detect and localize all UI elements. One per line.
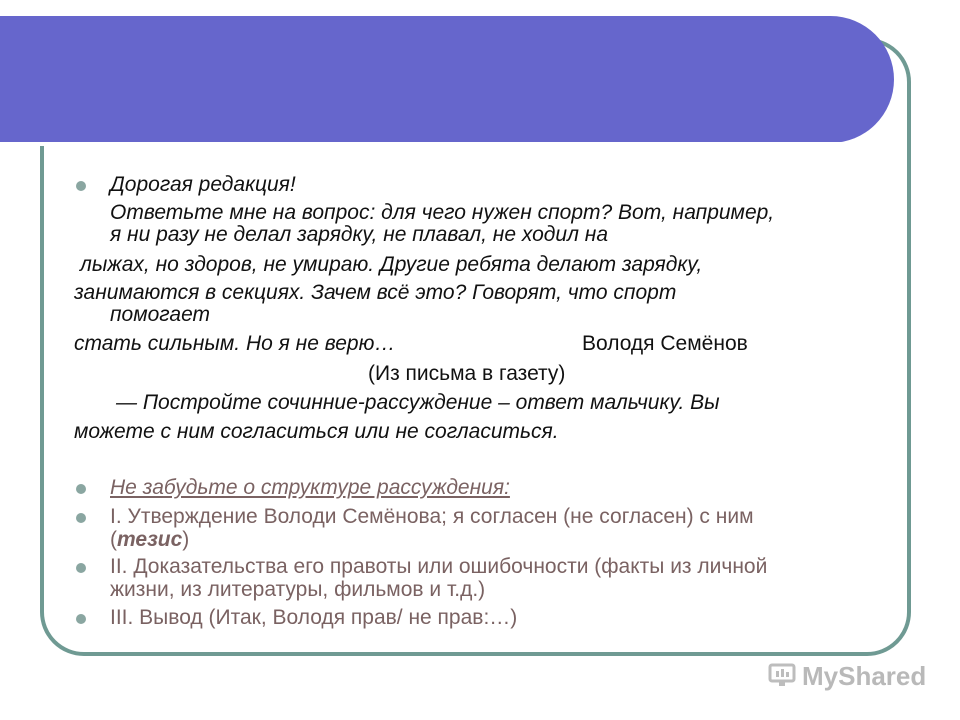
letter-line-1: Ответьте мне на вопрос: для чего нужен спорт? Вот, например, xyxy=(110,201,775,224)
letter-greeting: Дорогая редакция! xyxy=(110,173,296,196)
myshared-logo-icon xyxy=(768,663,796,689)
letter-author: Володя Семёнов xyxy=(582,332,748,355)
bullet-icon xyxy=(76,484,86,494)
structure-heading: Не забудьте о структуре рассуждения: xyxy=(110,476,510,499)
letter-line-5: помогает xyxy=(110,303,211,326)
letter-line-6: стать сильным. Но я не верю… xyxy=(74,332,396,355)
letter-line-3: лыжах, но здоров, не умираю. Другие ребята делают зарядку, xyxy=(80,253,703,276)
letter-line-2: я ни разу не делал зарядку, не плавал, не ходил на xyxy=(110,223,609,246)
paren-close: ) xyxy=(182,528,190,551)
structure-item-1-line-2 xyxy=(110,529,189,551)
structure-item-3-line-1: III. Вывод (Итак, Володя прав/ не прав:…) xyxy=(110,606,518,629)
myshared-watermark xyxy=(768,660,926,692)
structure-item-1-line-1: I. Утверждение Володи Семёнова; я согласен (не согласен) с ним xyxy=(110,505,754,528)
letter-line-4: занимаются в секциях. Зачем всё это? Говорят, что спорт xyxy=(74,281,677,304)
letter-source: (Из письма в газету) xyxy=(368,362,566,385)
bullet-icon xyxy=(76,614,86,624)
bullet-icon xyxy=(76,563,86,573)
bullet-icon xyxy=(76,513,86,523)
task-line-1: — Постройте сочинние-рассуждение – ответ мальчику. Вы xyxy=(116,391,720,414)
bullet-icon xyxy=(76,181,86,191)
watermark-brand-text: MyShared xyxy=(802,660,927,691)
paren-open: ( xyxy=(110,528,117,551)
structure-item-2-line-1: II. Доказательства его правоты или ошибочности (факты из личной xyxy=(110,555,768,578)
thesis-term: тезис xyxy=(117,528,183,551)
structure-item-2-line-2: жизни, из литературы, фильмов и т.д.) xyxy=(110,578,486,601)
task-line-2: можете с ним согласиться или не согласиться. xyxy=(74,420,559,443)
